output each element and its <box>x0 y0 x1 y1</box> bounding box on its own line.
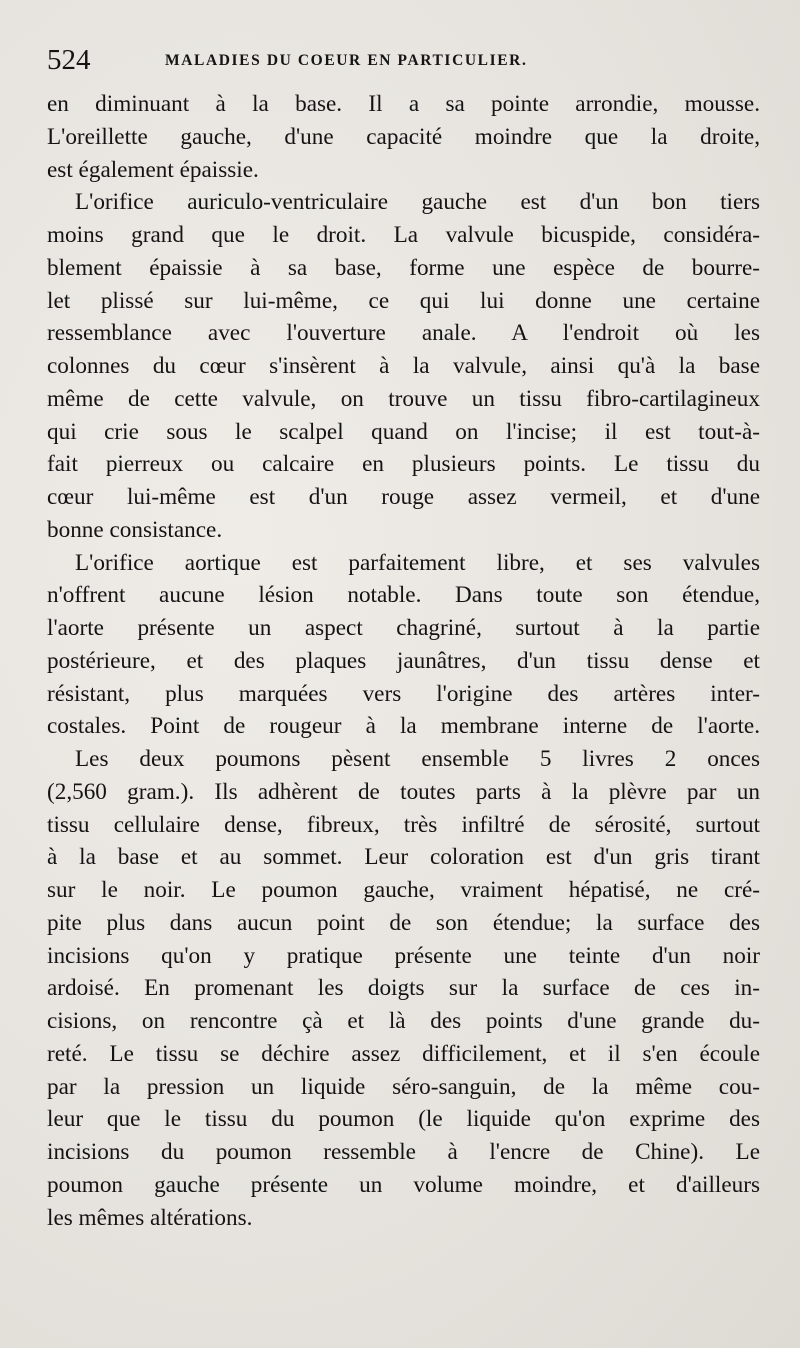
text-line: colonnes du cœur s'insèrent à la valvule, ainsi qu'à la base <box>47 353 760 379</box>
text-line: incisions qu'on y pratique présente une teinte d'un noir <box>47 942 760 969</box>
text-line: par la pression un liquide séro-sanguin, de la même cou- <box>47 1073 760 1100</box>
text-line: L'orifice auriculo-ventriculaire gauche est d'un bon tiers <box>75 189 760 216</box>
text-line: fait pierreux ou calcaire en plusieurs points. Le tissu du <box>47 451 760 478</box>
text-line: en diminuant à la base. Il a sa pointe arrondie, mousse. <box>47 91 760 117</box>
text-line: let plissé sur lui-même, ce qui lui donne une certaine <box>47 287 760 314</box>
text-line: L'orifice aortique est parfaitement libre, et ses valvules <box>75 549 760 576</box>
text-line: pite plus dans aucun point de son étendue; la surface des <box>47 909 760 936</box>
text-line: costales. Point de rougeur à la membrane interne de l'aorte. <box>47 713 760 740</box>
text-line: même de cette valvule, on trouve un tissu fibro-cartilagineux <box>47 385 760 412</box>
text-line: sur le noir. Le poumon gauche, vraiment hépatisé, ne cré- <box>47 877 760 903</box>
text-line: résistant, plus marquées vers l'origine des artères inter- <box>47 680 760 707</box>
text-line: postérieure, et des plaques jaunâtres, d'un tissu dense et <box>47 647 760 674</box>
text-line: bonne consistance. <box>47 516 223 543</box>
text-line: est également épaissie. <box>47 156 259 183</box>
text-line: blement épaissie à sa base, forme une espèce de bourre- <box>47 254 760 281</box>
text-line: Les deux poumons pèsent ensemble 5 livres 2 onces <box>75 746 760 772</box>
text-line: reté. Le tissu se déchire assez difficilement, et il s'en écoule <box>47 1040 760 1067</box>
text-line: moins grand que le droit. La valvule bicuspide, considéra- <box>47 222 760 248</box>
text-line: qui crie sous le scalpel quand on l'incise; il est tout-à- <box>47 418 760 445</box>
running-title: MALADIES DU COEUR EN PARTICULIER. <box>165 52 528 69</box>
text-line: à la base et au sommet. Leur coloration est d'un gris tirant <box>47 844 760 871</box>
text-line: incisions du poumon ressemble à l'encre de Chine). Le <box>47 1139 760 1165</box>
text-line: cœur lui-même est d'un rouge assez vermeil, et d'une <box>47 484 760 510</box>
text-line: n'offrent aucune lésion notable. Dans toute son étendue, <box>47 582 760 609</box>
text-line: tissu cellulaire dense, fibreux, très infiltré de sérosité, surtout <box>47 811 760 838</box>
text-line: L'oreillette gauche, d'une capacité moindre que la droite, <box>47 123 760 150</box>
text-line: ardoisé. En promenant les doigts sur la surface de ces in- <box>47 975 760 1002</box>
text-line: les mêmes altérations. <box>47 1204 253 1231</box>
text-line: leur que le tissu du poumon (le liquide qu'on exprime des <box>47 1106 760 1133</box>
text-line: l'aorte présente un aspect chagriné, surtout à la partie <box>47 615 760 641</box>
text-line: ressemblance avec l'ouverture anale. A l'endroit où les <box>47 320 760 347</box>
text-line: cisions, on rencontre çà et là des points d'une grande du- <box>47 1008 760 1034</box>
body-text <box>47 88 760 1234</box>
text-line: poumon gauche présente un volume moindre, et d'ailleurs <box>47 1171 760 1198</box>
page-number: 524 <box>47 44 91 76</box>
running-head <box>47 42 760 82</box>
text-line: (2,560 gram.). Ils adhèrent de toutes parts à la plèvre par un <box>47 778 760 805</box>
